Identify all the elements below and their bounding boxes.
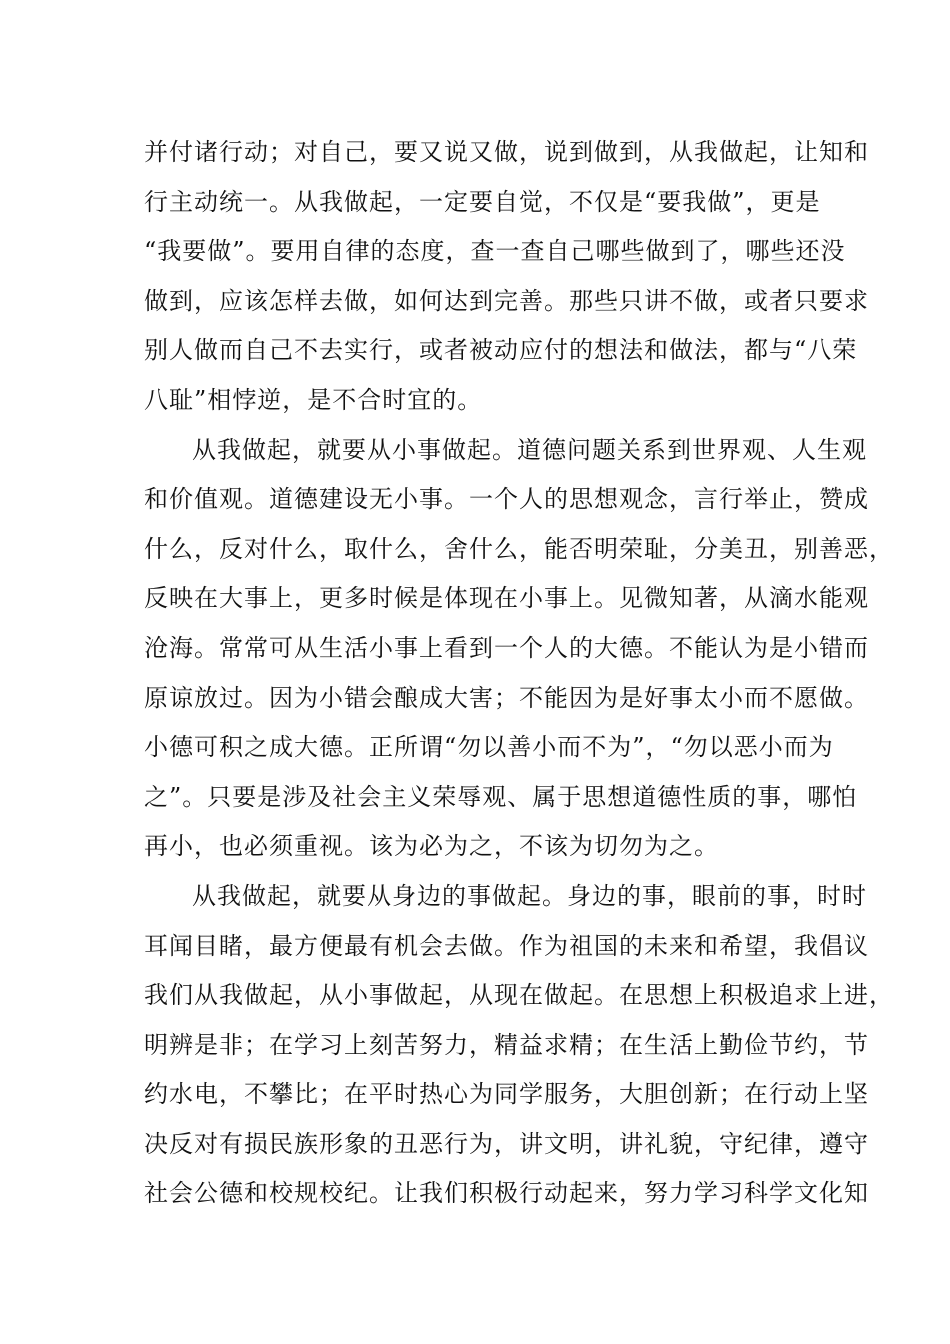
body-text xyxy=(144,128,894,1219)
text-line: 从我做起，就要从小事做起。道德问题关系到世界观、人生观 xyxy=(192,435,867,464)
text-line: 八耻”相悖逆，是不合时宜的。 xyxy=(144,385,483,414)
text-line: 社会公德和校规校纪。让我们积极行动起来，努力学习科学文化知 xyxy=(144,1179,869,1208)
text-line: 再小，也必须重视。该为必为之，不该为切勿为之。 xyxy=(144,832,719,861)
text-line: 从我做起，就要从身边的事做起。身边的事，眼前的事，时时 xyxy=(192,881,867,910)
text-line: 沧海。常常可从生活小事上看到一个人的大德。不能认为是小错而 xyxy=(144,633,869,662)
text-line: 决反对有损民族形象的丑恶行为，讲文明，讲礼貌，守纪律，遵守 xyxy=(144,1129,869,1158)
text-line: 原谅放过。因为小错会酿成大害；不能因为是好事太小而不愿做。 xyxy=(144,683,869,712)
text-line: 反映在大事上，更多时候是体现在小事上。见微知著，从滴水能观 xyxy=(144,584,869,613)
text-line: 我们从我做起，从小事做起，从现在做起。在思想上积极追求上进， xyxy=(144,981,894,1010)
text-line: 小德可积之成大德。正所谓“勿以善小而不为”，“勿以恶小而为 xyxy=(144,733,834,762)
text-line: 之”。只要是涉及社会主义荣辱观、属于思想道德性质的事，哪怕 xyxy=(144,782,858,811)
text-line: 耳闻目睹，最方便最有机会去做。作为祖国的未来和希望，我倡议 xyxy=(144,931,869,960)
text-line: 行主动统一。从我做起，一定要自觉，不仅是“要我做”，更是 xyxy=(144,187,821,216)
text-line: 做到，应该怎样去做，如何达到完善。那些只讲不做，或者只要求 xyxy=(144,286,869,315)
text-line: 别人做而自己不去实行，或者被动应付的想法和做法，都与“八荣 xyxy=(144,336,858,365)
text-line: “我要做”。要用自律的态度，查一查自己哪些做到了，哪些还没 xyxy=(144,237,846,266)
text-line: 明辨是非；在学习上刻苦努力，精益求精；在生活上勤俭节约，节 xyxy=(144,1030,869,1059)
text-line: 和价值观。道德建设无小事。一个人的思想观念，言行举止，赞成 xyxy=(144,485,869,514)
text-line: 什么，反对什么，取什么，舍什么，能否明荣耻，分美丑，别善恶， xyxy=(144,534,894,563)
text-line: 约水电，不攀比；在平时热心为同学服务，大胆创新；在行动上坚 xyxy=(144,1080,869,1109)
text-line: 并付诸行动；对自己，要又说又做，说到做到，从我做起，让知和 xyxy=(144,138,869,166)
